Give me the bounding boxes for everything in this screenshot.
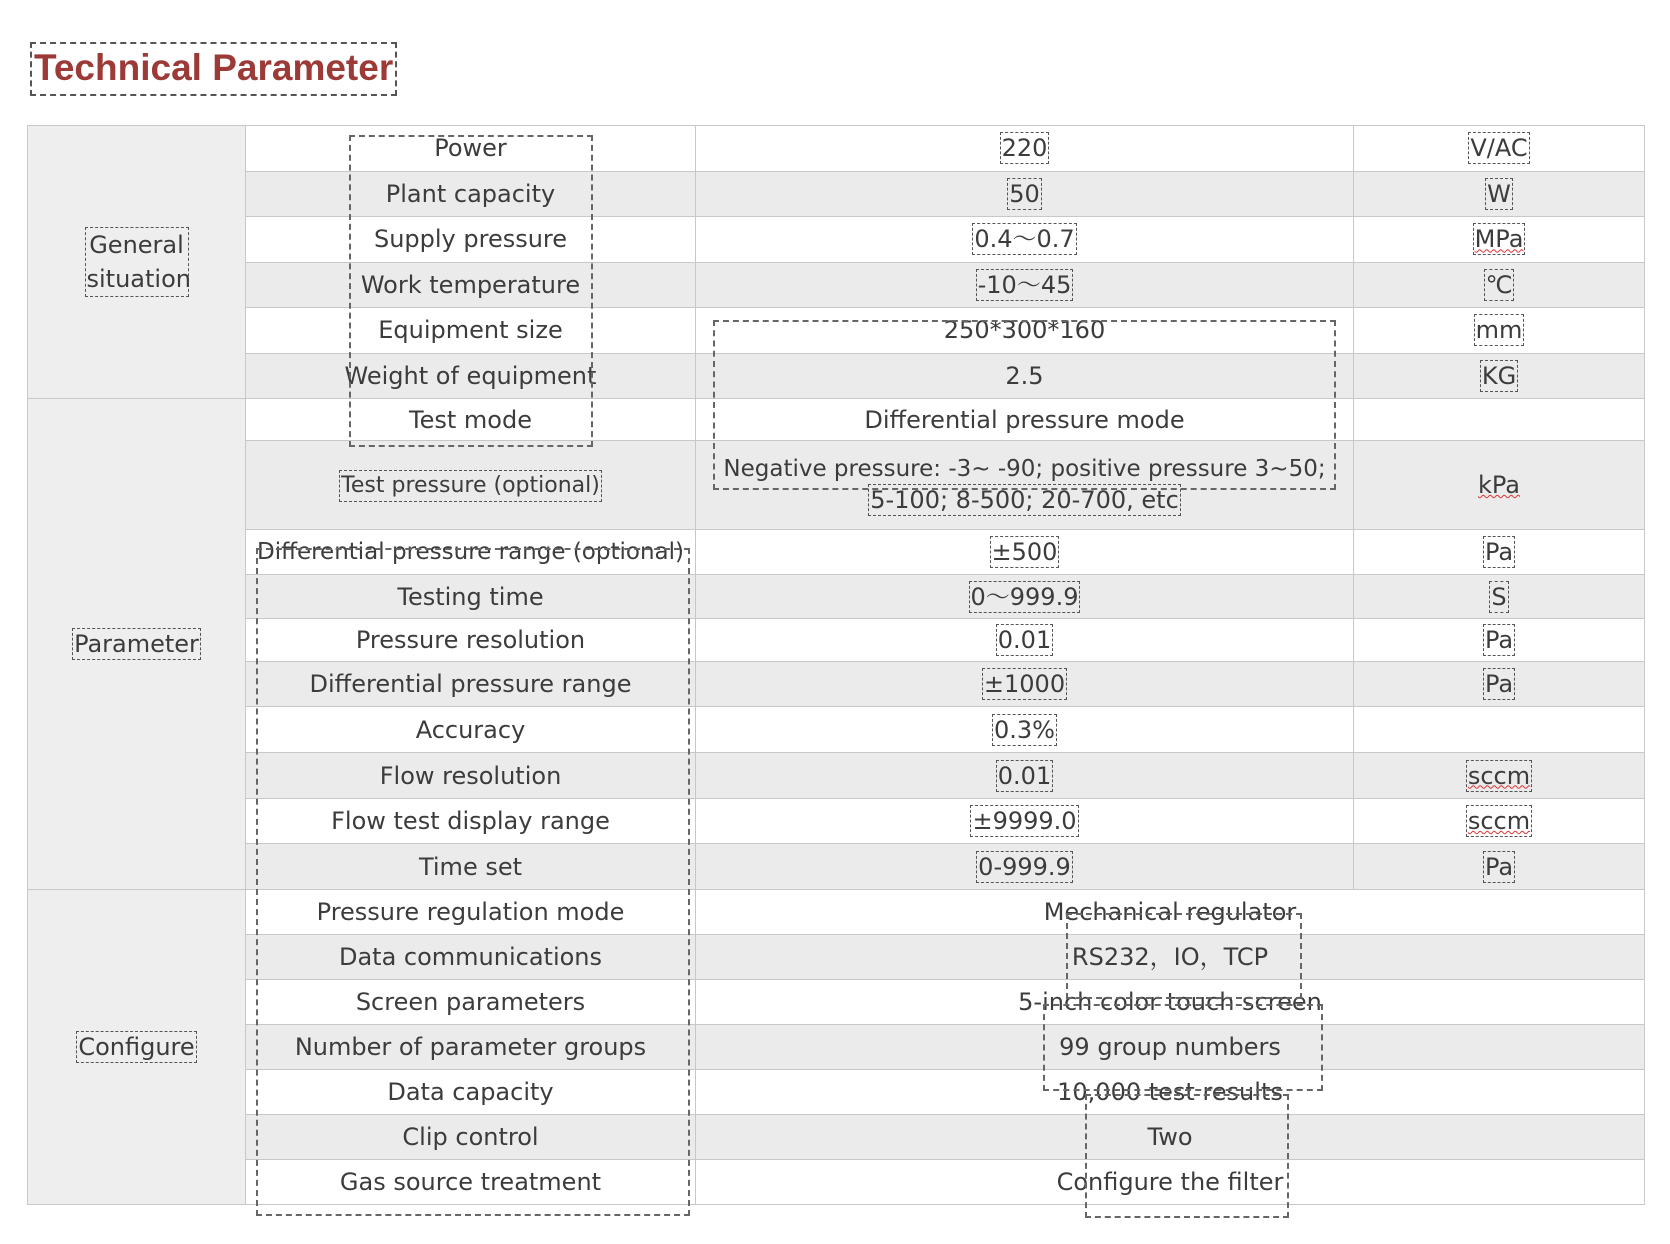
- param-value: -10～45: [696, 262, 1354, 308]
- param-value: 220: [696, 126, 1354, 172]
- param-value: 2.5: [696, 353, 1354, 399]
- param-value: 0-999.9: [696, 844, 1354, 890]
- param-unit: sccm: [1354, 753, 1645, 799]
- table-row: [28, 1025, 1645, 1070]
- param-unit: Pa: [1354, 619, 1645, 662]
- param-unit: mm: [1354, 308, 1645, 354]
- config-value: RS232，IO，TCP: [696, 935, 1645, 980]
- param-unit: sccm: [1354, 799, 1645, 844]
- group-label: Parameter: [74, 630, 199, 658]
- page-title: Technical Parameter: [34, 47, 394, 88]
- table-row: [28, 171, 1645, 217]
- param-value-line2: 5-100; 8-500; 20-700, etc: [870, 486, 1179, 514]
- config-value: 5-inch color touch screen: [696, 980, 1645, 1025]
- table-row: [28, 935, 1645, 980]
- table-row: [28, 575, 1645, 619]
- table-row: [28, 217, 1645, 263]
- param-name: Pressure resolution: [246, 619, 696, 662]
- param-name: Flow test display range: [246, 799, 696, 844]
- param-name: Screen parameters: [246, 980, 696, 1025]
- table-row: [28, 1115, 1645, 1160]
- param-name: Pressure regulation mode: [246, 890, 696, 935]
- param-value: ±9999.0: [696, 799, 1354, 844]
- param-name: Differential pressure range: [246, 662, 696, 707]
- spec-table: [27, 125, 1645, 1205]
- param-value: 0.3%: [696, 707, 1354, 753]
- param-unit: Pa: [1354, 662, 1645, 707]
- param-name: Flow resolution: [246, 753, 696, 799]
- config-value: Two: [696, 1115, 1645, 1160]
- param-name: Differential pressure range (optional): [246, 530, 696, 575]
- param-unit: KG: [1354, 353, 1645, 399]
- param-unit: MPa: [1354, 217, 1645, 263]
- param-value: 250*300*160: [696, 308, 1354, 354]
- param-name: Supply pressure: [246, 217, 696, 263]
- group-label: Configure: [78, 1033, 195, 1061]
- param-name: Number of parameter groups: [246, 1025, 696, 1070]
- param-unit: [1354, 707, 1645, 753]
- config-value: 10,000 test results: [696, 1070, 1645, 1115]
- table-row: [28, 530, 1645, 575]
- table-row: [28, 1070, 1645, 1115]
- table-row: [28, 441, 1645, 530]
- table-row: [28, 1160, 1645, 1205]
- param-value: ±1000: [696, 662, 1354, 707]
- table-row: [28, 353, 1645, 399]
- table-row: [28, 799, 1645, 844]
- table-row: [28, 126, 1645, 172]
- param-unit: Pa: [1354, 530, 1645, 575]
- group-configure: [28, 890, 246, 1205]
- group-label: General situation: [85, 227, 189, 297]
- param-value: 0.4～0.7: [696, 217, 1354, 263]
- param-value-line1: Negative pressure: -3~ -90; positive pressure 3~50;: [723, 456, 1326, 482]
- table-row: [28, 707, 1645, 753]
- table-row: [28, 980, 1645, 1025]
- param-value: 0～999.9: [696, 575, 1354, 619]
- param-name: Data capacity: [246, 1070, 696, 1115]
- table-row: [28, 308, 1645, 354]
- param-name: Test mode: [246, 399, 696, 441]
- table-row: [28, 662, 1645, 707]
- config-value: 99 group numbers: [696, 1025, 1645, 1070]
- param-name: Power: [246, 126, 696, 172]
- config-value: Configure the filter: [696, 1160, 1645, 1205]
- title-box: [30, 42, 397, 96]
- param-unit: V/AC: [1354, 126, 1645, 172]
- param-name: Weight of equipment: [246, 353, 696, 399]
- table-row: [28, 890, 1645, 935]
- param-name: Accuracy: [246, 707, 696, 753]
- param-unit: kPa: [1354, 441, 1645, 530]
- param-unit: ℃: [1354, 262, 1645, 308]
- table-row: [28, 399, 1645, 441]
- table-row: [28, 844, 1645, 890]
- param-name: Plant capacity: [246, 171, 696, 217]
- param-name: Gas source treatment: [246, 1160, 696, 1205]
- param-unit: [1354, 399, 1645, 441]
- param-name: Equipment size: [246, 308, 696, 354]
- param-value: [696, 441, 1354, 530]
- param-name: Time set: [246, 844, 696, 890]
- table-row: [28, 753, 1645, 799]
- config-value: Mechanical regulator: [696, 890, 1645, 935]
- param-name: Testing time: [246, 575, 696, 619]
- group-general: [28, 126, 246, 399]
- table-row: [28, 262, 1645, 308]
- param-name: Data communications: [246, 935, 696, 980]
- param-unit: S: [1354, 575, 1645, 619]
- group-parameter: [28, 399, 246, 890]
- param-name: Test pressure (optional): [246, 441, 696, 530]
- param-value: 0.01: [696, 753, 1354, 799]
- param-value: ±500: [696, 530, 1354, 575]
- param-unit: Pa: [1354, 844, 1645, 890]
- table-row: [28, 619, 1645, 662]
- param-unit: W: [1354, 171, 1645, 217]
- param-name: Clip control: [246, 1115, 696, 1160]
- param-value: 0.01: [696, 619, 1354, 662]
- param-value: 50: [696, 171, 1354, 217]
- param-name: Work temperature: [246, 262, 696, 308]
- param-value: Differential pressure mode: [696, 399, 1354, 441]
